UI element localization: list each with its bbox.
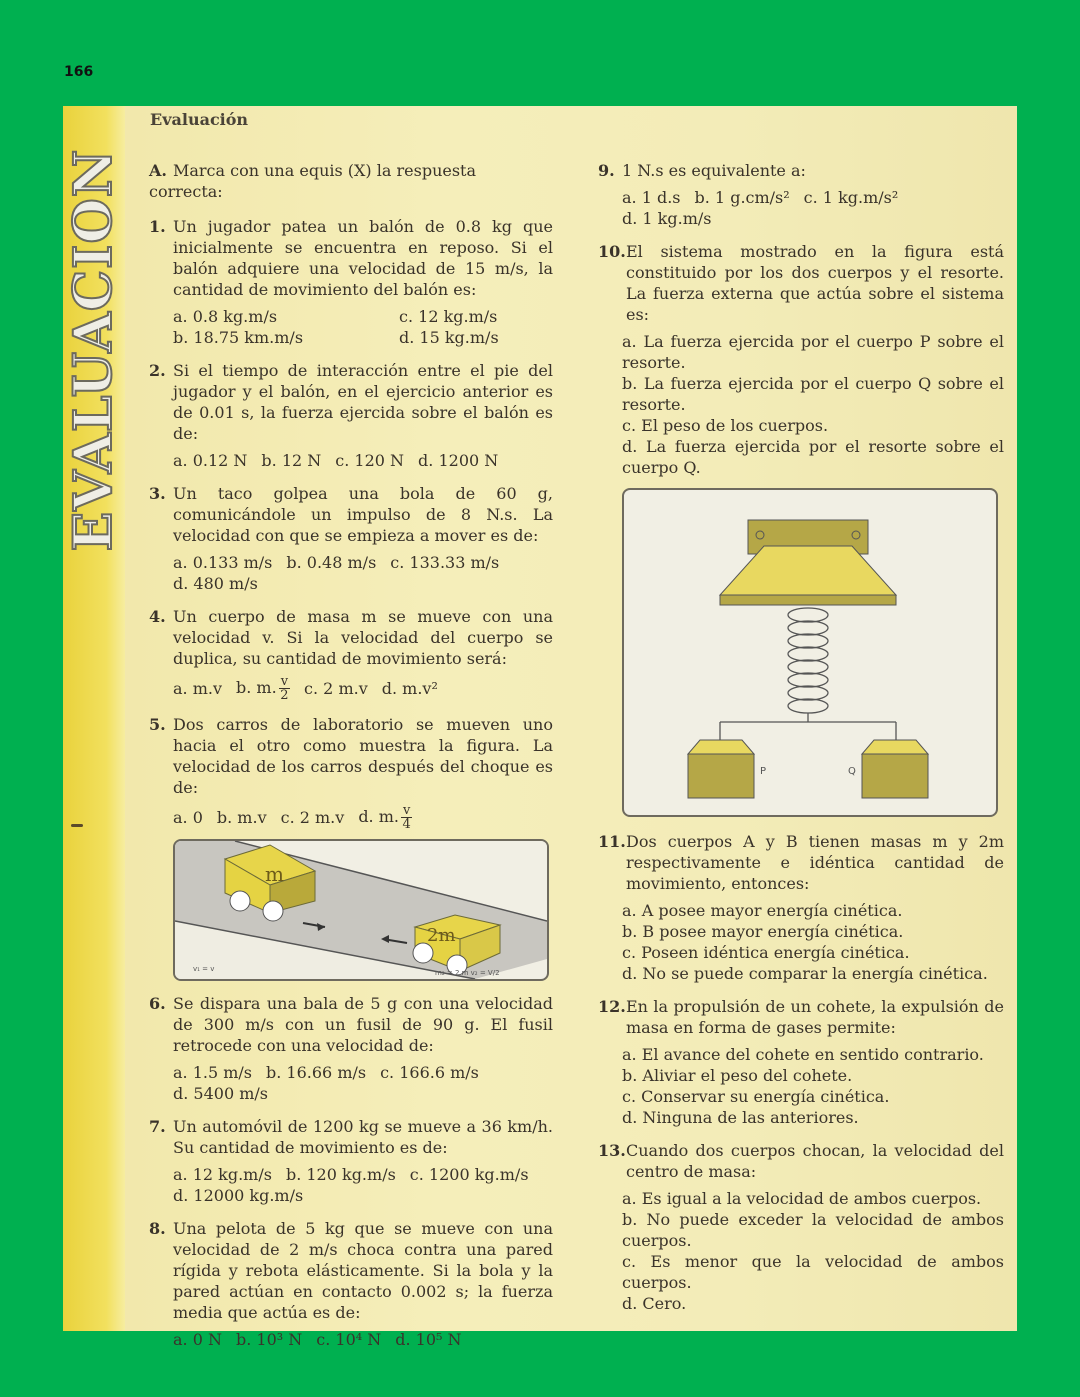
fraction — [279, 675, 290, 702]
option-b[interactable]: b. No puede exceder la velocidad de ambos cuerpos. — [622, 1210, 1004, 1250]
option-d-label: d. m. — [358, 807, 399, 826]
option-a[interactable]: a. 12 kg.m/s — [173, 1165, 272, 1184]
question-text: Cuando dos cuerpos chocan, la velocidad del centro de masa: — [626, 1141, 1004, 1181]
question-text: Se dispara una bala de 5 g con una velocidad de 300 m/s con un fusil de 90 g. El fusil retrocede con una velocidad de: — [173, 994, 553, 1055]
fraction-denominator: 4 — [402, 817, 411, 832]
option-b[interactable]: b. 1 g.cm/s² — [694, 188, 790, 207]
right-column — [598, 160, 1004, 1326]
instruction-letter: A. — [149, 161, 167, 180]
option-c[interactable]: c. 12 kg.m/s — [399, 307, 498, 326]
body-p-label: P — [760, 766, 767, 777]
question-10 — [598, 241, 1004, 817]
option-c[interactable]: c. El peso de los cuerpos. — [622, 416, 829, 435]
question-text: Dos carros de laboratorio se mueven uno hacia el otro como muestra la figura. La velocidad de los carros después del choque es de: — [173, 715, 553, 797]
option-a[interactable]: a. 0.8 kg.m/s — [173, 307, 278, 326]
left-column — [149, 160, 553, 1362]
option-b[interactable]: b. 18.75 km.m/s — [173, 328, 304, 347]
question-1 — [149, 216, 553, 348]
cart-2-label: 2m — [427, 925, 456, 946]
option-c[interactable]: c. Conservar su energía cinética. — [622, 1087, 890, 1106]
option-a[interactable]: a. 1 d.s — [622, 188, 681, 207]
fraction-numerator: v — [280, 674, 289, 689]
question-7 — [149, 1116, 553, 1206]
question-number: 9. — [598, 161, 615, 180]
spring-illustration — [624, 490, 996, 815]
side-mark — [71, 824, 83, 827]
question-5 — [149, 714, 553, 981]
question-number: 7. — [149, 1117, 166, 1136]
option-b[interactable]: b. 10³ N — [235, 1330, 303, 1349]
option-c[interactable]: c. 133.33 m/s — [390, 553, 500, 572]
option-b[interactable]: b. B posee mayor energía cinética. — [622, 922, 904, 941]
question-text: Un automóvil de 1200 kg se mueve a 36 km/h. Su cantidad de movimiento es de: — [173, 1117, 553, 1157]
question-text: Si el tiempo de interacción entre el pie del jugador y el balón, en el ejercicio anterior es de 0.01 s, la fuerza ejercida sobre el balón es de: — [173, 361, 553, 443]
question-number: 3. — [149, 484, 166, 503]
side-strip — [63, 106, 125, 1331]
option-b[interactable]: b. Aliviar el peso del cohete. — [622, 1066, 853, 1085]
option-a[interactable]: a. 0.133 m/s — [173, 553, 273, 572]
question-number: 1. — [149, 217, 166, 236]
option-b[interactable] — [236, 675, 290, 702]
option-d[interactable]: d. 10⁵ N — [395, 1330, 462, 1349]
option-d[interactable]: d. 1 kg.m/s — [622, 209, 712, 228]
option-a[interactable]: a. m.v — [173, 679, 223, 698]
question-number: 4. — [149, 607, 166, 626]
question-number: 12. — [598, 997, 626, 1016]
option-b[interactable]: b. 120 kg.m/s — [285, 1165, 396, 1184]
question-12 — [598, 996, 1004, 1128]
option-d[interactable]: d. 15 kg.m/s — [399, 328, 499, 347]
option-a[interactable]: a. 1.5 m/s — [173, 1063, 253, 1082]
option-c[interactable]: c. Poseen idéntica energía cinética. — [622, 943, 910, 962]
option-b[interactable]: b. La fuerza ejercida por el cuerpo Q sobre el resorte. — [622, 374, 1004, 414]
question-6 — [149, 993, 553, 1104]
option-d[interactable]: d. Cero. — [622, 1294, 687, 1313]
option-d[interactable]: d. m.v² — [381, 679, 438, 698]
option-a[interactable]: a. 0 — [173, 808, 203, 827]
question-text: Una pelota de 5 kg que se mueve con una velocidad de 2 m/s choca contra una pared rígida y rebota elásticamente. Si la bola y la pared actúan en contacto 0.002 s; la fuerza media que actúa es de: — [173, 1219, 553, 1322]
option-b[interactable]: b. m.v — [216, 808, 267, 827]
option-b-label: b. m. — [236, 678, 277, 697]
question-number: 2. — [149, 361, 166, 380]
option-d[interactable]: d. La fuerza ejercida por el resorte sobre el cuerpo Q. — [622, 437, 1004, 477]
option-a[interactable]: a. 0 N — [173, 1330, 222, 1349]
question-8 — [149, 1218, 553, 1350]
fraction-numerator: v — [402, 803, 411, 818]
question-number: 11. — [598, 832, 626, 851]
option-b[interactable]: b. 16.66 m/s — [266, 1063, 367, 1082]
cart-1-label: m — [265, 862, 284, 886]
question-text: 1 N.s es equivalente a: — [622, 161, 806, 180]
option-a[interactable]: a. La fuerza ejercida por el cuerpo P sobre el resorte. — [622, 332, 1004, 372]
question-text: En la propulsión de un cohete, la expulsión de masa en forma de gases permite: — [626, 997, 1004, 1037]
instruction-text: Marca con una equis (X) la respuesta correcta: — [149, 161, 477, 201]
spring-system-figure — [622, 488, 998, 817]
option-d[interactable]: d. No se puede comparar la energía cinética. — [622, 964, 988, 983]
option-a[interactable]: a. 0.12 N — [173, 451, 248, 470]
option-d[interactable]: d. 480 m/s — [173, 574, 258, 593]
option-c[interactable]: c. 1 kg.m/s² — [803, 188, 899, 207]
side-title: EVALUACION — [63, 148, 124, 552]
page-title: Evaluación — [150, 110, 249, 129]
option-c[interactable]: c. 166.6 m/s — [380, 1063, 479, 1082]
option-d[interactable]: d. 5400 m/s — [173, 1084, 268, 1103]
question-number: 6. — [149, 994, 166, 1013]
question-number: 10. — [598, 242, 626, 261]
question-number: 5. — [149, 715, 166, 734]
carts-collision-figure — [173, 839, 549, 981]
cart-1-caption: v₁ = v — [193, 965, 215, 973]
textbook-page — [63, 106, 1017, 1349]
question-4 — [149, 606, 553, 702]
question-9 — [598, 160, 1004, 229]
option-b[interactable]: b. 0.48 m/s — [286, 553, 377, 572]
question-text: Un jugador patea un balón de 0.8 kg que inicialmente se encuentra en reposo. Si el balón adquiere una velocidad de 15 m/s, la cantidad de movimiento del balón es: — [173, 217, 553, 299]
question-text: Un taco golpea una bola de 60 g, comunicándole un impulso de 8 N.s. La velocidad con que se empieza a mover es de: — [173, 484, 553, 545]
option-a[interactable]: a. Es igual a la velocidad de ambos cuerpos. — [622, 1189, 982, 1208]
question-text: El sistema mostrado en la figura está constituido por los dos cuerpos y el resorte. La fuerza externa que actúa sobre el sistema es: — [626, 242, 1004, 324]
fraction-denominator: 2 — [280, 688, 289, 703]
option-c[interactable]: c. 1200 kg.m/s — [409, 1165, 529, 1184]
option-c[interactable]: c. Es menor que la velocidad de ambos cuerpos. — [622, 1252, 1004, 1292]
option-d[interactable]: d. 12000 kg.m/s — [173, 1186, 304, 1205]
option-b[interactable]: b. 12 N — [261, 451, 322, 470]
cart-2-caption: m₂ = 2 m v₂ = V/2 — [435, 969, 500, 977]
question-text: Un cuerpo de masa m se mueve con una velocidad v. Si la velocidad del cuerpo se duplica, su cantidad de movimiento será: — [173, 607, 553, 668]
page-number: 166 — [64, 64, 94, 80]
option-d[interactable]: d. 1200 N — [418, 451, 499, 470]
carts-illustration — [175, 841, 547, 979]
option-d[interactable]: d. Ninguna de las anteriores. — [622, 1108, 859, 1127]
question-13 — [598, 1140, 1004, 1314]
instruction — [149, 160, 553, 202]
fraction — [401, 804, 412, 831]
body-q-label: Q — [848, 766, 856, 777]
question-number: 13. — [598, 1141, 626, 1160]
option-c[interactable]: c. 2 m.v — [304, 679, 368, 698]
question-3 — [149, 483, 553, 594]
question-number: 8. — [149, 1219, 166, 1238]
option-c[interactable]: c. 2 m.v — [280, 808, 345, 827]
option-a[interactable]: a. A posee mayor energía cinética. — [622, 901, 903, 920]
question-text: Dos cuerpos A y B tienen masas m y 2m respectivamente e idéntica cantidad de movimiento, entonces: — [626, 832, 1004, 893]
option-c[interactable]: c. 10⁴ N — [316, 1330, 382, 1349]
option-c[interactable]: c. 120 N — [335, 451, 405, 470]
option-d[interactable] — [358, 804, 412, 831]
option-a[interactable]: a. El avance del cohete en sentido contrario. — [622, 1045, 984, 1064]
question-11 — [598, 831, 1004, 984]
question-2 — [149, 360, 553, 471]
